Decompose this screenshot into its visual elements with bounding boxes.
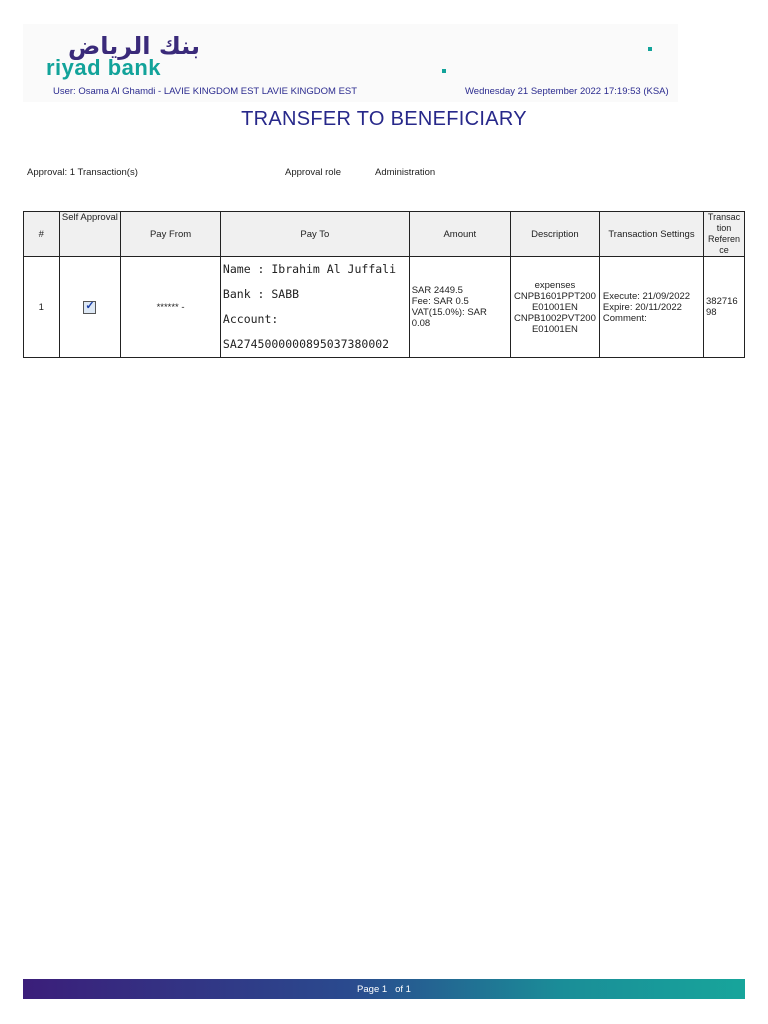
description-line: E01001EN <box>531 323 578 335</box>
amount-value: SAR 2449.5 <box>411 285 463 296</box>
table-header-row <box>24 212 745 257</box>
beneficiary-name: Name : Ibrahim Al Juffali <box>222 262 397 276</box>
logo-arabic-text: بنك الرياض <box>68 32 200 60</box>
header-transaction-reference <box>704 212 745 257</box>
description-line: expenses <box>534 279 576 291</box>
comment: Comment: <box>602 312 647 324</box>
header-ref-line: tion <box>716 223 732 233</box>
vat-value: VAT(15.0%): SAR 0.08 <box>411 307 487 329</box>
beneficiary-account-label: Account: <box>222 312 279 326</box>
header-self-approval: Self Approval <box>59 212 121 257</box>
page-indicator <box>23 984 745 995</box>
header-ref-line: Transac <box>707 212 741 222</box>
description-line: CNPB1002PVT200 <box>514 312 596 324</box>
approval-role-value: Administration <box>375 167 436 178</box>
amount-cell <box>409 257 510 358</box>
description-line: E01001EN <box>531 301 578 313</box>
row-num: 1 <box>24 257 60 358</box>
transaction-settings-cell <box>599 257 703 358</box>
logo-english-text: riyad bank <box>46 55 162 80</box>
user-line: User: Osama Al Ghamdi - LAVIE KINGDOM EST LAVIE KINGDOM EST <box>53 86 358 97</box>
page-title: TRANSFER TO BENEFICIARY <box>241 108 527 130</box>
description-line: CNPB1601PPT200 <box>514 290 596 302</box>
header-transaction-settings: Transaction Settings <box>599 212 703 257</box>
header-ref-line: Referen <box>707 234 741 244</box>
header-num: # <box>24 212 60 257</box>
header-description: Description <box>510 212 599 257</box>
header-pay-to: Pay To <box>220 212 409 257</box>
beneficiary-bank: Bank : SABB <box>222 287 300 301</box>
header-amount: Amount <box>409 212 510 257</box>
self-approval-checkbox[interactable] <box>83 301 96 314</box>
decor-dot <box>648 47 652 51</box>
pay-from-cell: ****** - <box>121 257 221 358</box>
self-approval-cell <box>59 257 121 358</box>
header-ref-line: ce <box>719 245 729 255</box>
description-cell <box>510 257 599 358</box>
checkmark-icon: ✓ <box>85 299 95 312</box>
transaction-reference-cell <box>704 257 745 358</box>
riyad-bank-logo <box>44 32 204 80</box>
page-number: Page 1 <box>357 984 388 995</box>
approval-count: Approval: 1 Transaction(s) <box>27 167 138 178</box>
reference-line: 98 <box>706 307 717 318</box>
execute-date: Execute: 21/09/2022 <box>602 290 691 302</box>
reference-line: 382716 <box>706 296 738 307</box>
page-total: of 1 <box>395 984 411 995</box>
table-row <box>24 257 745 358</box>
datetime-line: Wednesday 21 September 2022 17:19:53 (KSA) <box>465 86 669 97</box>
decor-dot <box>442 69 446 73</box>
beneficiary-account: SA2745000000895037380002 <box>222 337 390 351</box>
expire-date: Expire: 20/11/2022 <box>602 301 682 313</box>
pay-to-cell <box>220 257 409 358</box>
approval-role-label: Approval role <box>285 167 341 178</box>
header-pay-from: Pay From <box>121 212 221 257</box>
footer-bar <box>23 979 745 999</box>
fee-value: Fee: SAR 0.5 <box>411 296 469 307</box>
transactions-table <box>23 211 745 358</box>
